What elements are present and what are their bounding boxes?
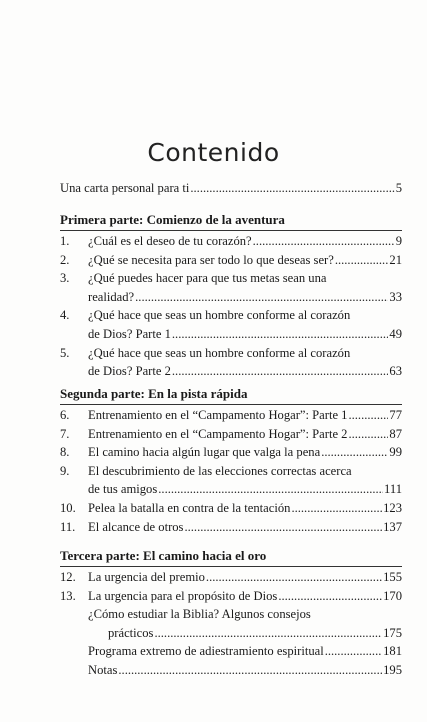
entry-number: 1. [60, 234, 70, 248]
page-title: Contenido [147, 138, 280, 167]
entry-page-number: 170 [383, 588, 402, 603]
entry-page-number: 175 [383, 625, 402, 640]
entry-number: 5. [60, 345, 70, 360]
entry-number: 8. [60, 445, 70, 460]
entry-number: 4. [60, 308, 70, 323]
entry-page-number: 21 [389, 252, 402, 267]
dot-leader [278, 588, 382, 604]
entry-number: 2. [60, 252, 70, 267]
entry-number: 6. [60, 408, 70, 422]
dot-leader [172, 326, 389, 342]
toc-entry [60, 307, 402, 323]
toc-entry [60, 345, 402, 361]
entry-title: ¿Cuál es el deseo de tu corazón? [88, 234, 252, 248]
dot-leader [172, 363, 389, 379]
dot-leader [325, 643, 382, 659]
dot-leader [321, 444, 388, 460]
entry-title: El alcance de otros [88, 519, 184, 534]
toc-entry [60, 180, 402, 196]
entry-number: 3. [60, 271, 70, 286]
part-header: Segunda parte: En la pista rápida [60, 386, 248, 401]
toc-entry [60, 407, 402, 423]
dot-leader [118, 662, 382, 678]
entry-title: La urgencia para el propósito de Dios [88, 588, 278, 603]
dot-leader [158, 481, 383, 497]
entry-page-number: 77 [389, 408, 402, 422]
dot-leader [335, 252, 389, 268]
entry-title: La urgencia del premio [88, 570, 205, 584]
entry-title: prácticos [108, 625, 154, 640]
entry-title: Entrenamiento en el “Campamento Hogar”: Parte 2 [88, 426, 348, 441]
dot-leader [154, 625, 382, 641]
entry-page-number: 137 [383, 519, 402, 534]
part-divider [60, 566, 402, 567]
entry-page-number: 5 [395, 181, 402, 195]
dot-leader [291, 500, 382, 516]
dot-leader [206, 569, 382, 585]
toc-entry [60, 643, 402, 659]
entry-title: Entrenamiento en el “Campamento Hogar”: Parte 1 [88, 408, 348, 422]
toc-entry [60, 363, 402, 379]
part-header: Tercera parte: El camino hacia el oro [60, 548, 267, 563]
entry-page-number: 63 [389, 364, 402, 379]
entry-page-number: 111 [384, 482, 402, 497]
entry-title: de Dios? Parte 2 [88, 364, 171, 379]
toc-entry [60, 606, 402, 622]
dot-leader [135, 289, 388, 305]
entry-title: de Dios? Parte 1 [88, 327, 171, 341]
toc-entry [60, 500, 402, 516]
toc-entry [60, 289, 402, 305]
entry-title: ¿Qué puedes hacer para que tus metas sean una [88, 271, 327, 286]
entry-number: 10. [60, 501, 76, 515]
toc-entry [60, 252, 402, 268]
entry-title: ¿Qué hace que seas un hombre conforme al corazón [88, 308, 351, 323]
toc-entry [60, 463, 402, 479]
dot-leader [190, 180, 394, 196]
toc-entry [60, 481, 402, 497]
entry-title: ¿Qué hace que seas un hombre conforme al corazón [88, 345, 351, 360]
part-divider [60, 404, 402, 405]
entry-title: ¿Cómo estudiar la Biblia? Algunos consejos [88, 607, 311, 622]
dot-leader [184, 519, 382, 535]
entry-title: El descubrimiento de las elecciones correctas acerca [88, 463, 352, 478]
toc-entry [60, 233, 402, 249]
entry-number: 13. [60, 588, 76, 603]
toc-entry [60, 270, 402, 286]
toc-entry [60, 444, 402, 460]
entry-page-number: 49 [389, 327, 402, 341]
entry-page-number: 155 [383, 570, 402, 584]
toc-entry [80, 625, 402, 641]
entry-title: Programa extremo de adiestramiento espiritual [88, 644, 324, 659]
part-divider [60, 230, 402, 231]
entry-page-number: 99 [389, 445, 402, 460]
toc-entry [60, 326, 402, 342]
toc-entry [60, 426, 402, 442]
dot-leader [348, 426, 388, 442]
entry-page-number: 195 [383, 663, 402, 677]
entry-number: 12. [60, 570, 76, 584]
entry-page-number: 87 [389, 426, 402, 441]
toc-entry [60, 662, 402, 678]
part-header: Primera parte: Comienzo de la aventura [60, 212, 285, 227]
entry-page-number: 33 [389, 289, 402, 304]
entry-number: 9. [60, 463, 70, 478]
entry-title: El camino hacia algún lugar que valga la pena [88, 445, 321, 460]
entry-page-number: 9 [395, 234, 402, 248]
entry-title: Notas [88, 663, 118, 677]
dot-leader [348, 407, 388, 423]
entry-page-number: 181 [383, 644, 402, 659]
entry-page-number: 123 [383, 501, 402, 515]
entry-title: Pelea la batalla en contra de la tentación [88, 501, 291, 515]
toc-entry [60, 519, 402, 535]
toc-entry [60, 588, 402, 604]
entry-title: realidad? [88, 289, 135, 304]
entry-number: 11. [60, 519, 76, 534]
entry-title: ¿Qué se necesita para ser todo lo que deseas ser? [88, 252, 334, 267]
toc-entry [60, 569, 402, 585]
entry-number: 7. [60, 426, 70, 441]
entry-title: Una carta personal para ti [60, 181, 190, 195]
dot-leader [253, 233, 395, 249]
entry-title: de tus amigos [88, 482, 158, 497]
